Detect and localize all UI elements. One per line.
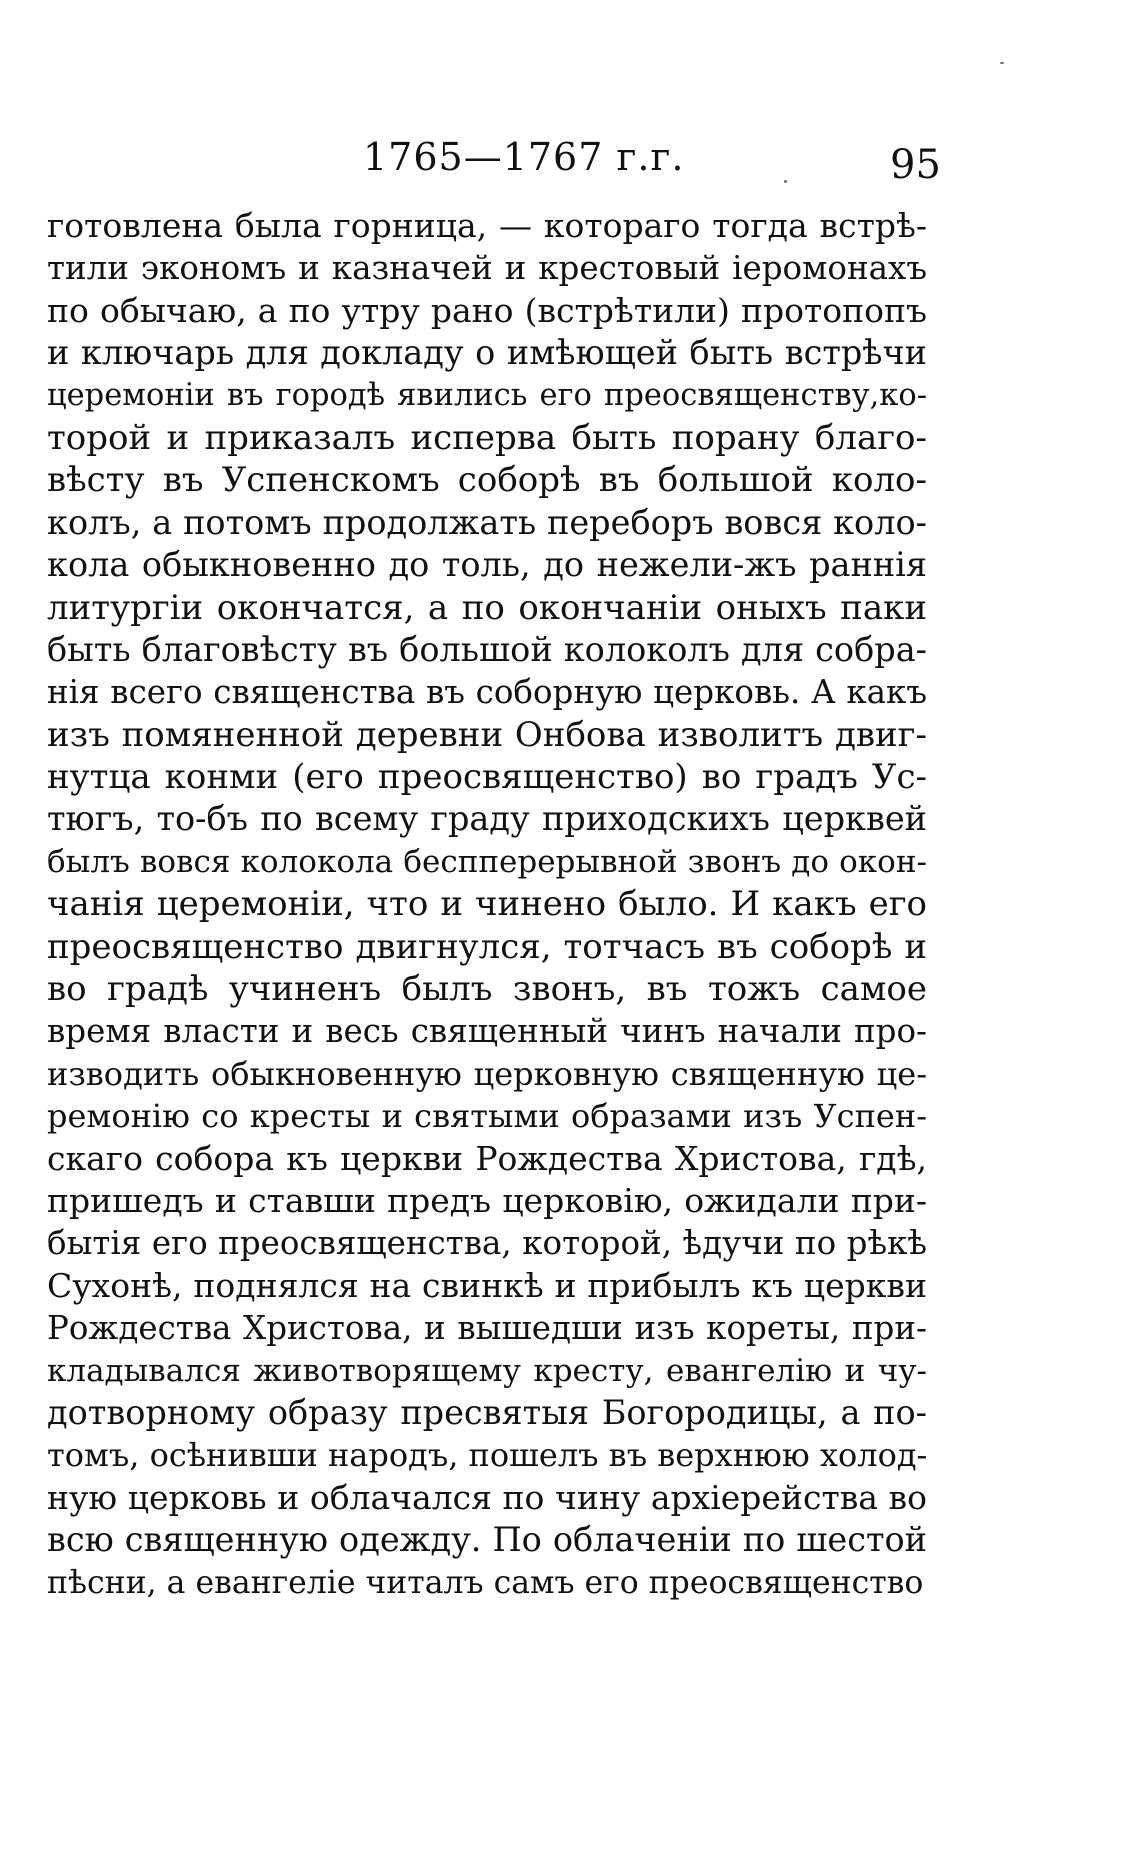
text-line: бытія его преосвященства, которой, ѣдучи по рѣкѣ xyxy=(47,1224,927,1263)
text-line: изводить обыкновенную церковную священную це- xyxy=(47,1054,927,1093)
scan-speck xyxy=(784,180,787,183)
text-line: по обычаю, а по утру рано (встрѣтили) протопопъ xyxy=(47,290,927,330)
scan-speck xyxy=(1000,62,1004,64)
text-line: преосвященство двигнулся, тотчасъ въ соборѣ и xyxy=(47,926,927,967)
text-line: быть благовѣсту въ большой колоколъ для собра- xyxy=(47,629,927,669)
text-line: пѣсни, а евангеліе читалъ самъ его преосвященство xyxy=(47,1564,924,1601)
text-line: кола обыкновенно до толь, до нежели-жъ раннія xyxy=(47,545,927,585)
text-line: дотворному образу пресвятыя Богородицы, а по- xyxy=(47,1392,927,1432)
text-line: и ключарь для докладу о имѣющей быть встрѣчи xyxy=(47,333,927,373)
text-line: торой и приказалъ исперва быть порану благо- xyxy=(47,417,927,458)
page-number: 95 xyxy=(890,142,941,188)
text-line: чанія церемоніи, что и чинено было. И какъ его xyxy=(47,884,927,925)
text-line: готовлена была горница, — котораго тогда встрѣ- xyxy=(47,206,927,245)
text-line: нутца конми (его преосвященство) во градъ Ус- xyxy=(47,757,927,798)
text-line: колъ, а потомъ продолжать переборъ вовся коло- xyxy=(47,502,927,542)
text-line: ную церковь и облачался по чину архіерейства во xyxy=(47,1477,927,1517)
text-line: былъ вовся колокола беспперерывной звонъ до окон- xyxy=(47,843,927,880)
text-line: томъ, осѣнивши народъ, пошелъ въ верхнюю холод- xyxy=(47,1436,928,1475)
text-line: кладывался животворящему кресту, евангелію и чу- xyxy=(47,1352,927,1389)
text-line: изъ помяненной деревни Онбова изволитъ двиг- xyxy=(47,714,927,755)
text-line: вѣсту въ Успенскомъ соборѣ въ большой коло- xyxy=(47,460,927,501)
text-line: литургіи окончатся, а по окончаніи оныхъ паки xyxy=(47,587,927,628)
running-head: 1765—1767 г.г. xyxy=(363,135,685,179)
text-line: всю священную одежду. По облаченіи по шестой xyxy=(47,1520,927,1560)
text-line: пришедъ и ставши предъ церковію, ожидали при- xyxy=(47,1180,927,1220)
body-text xyxy=(47,205,927,1604)
text-line: скаго собора къ церкви Рождества Христова, гдѣ, xyxy=(47,1138,927,1178)
text-line: церемоніи въ городѣ явились его преосвященству,ко- xyxy=(47,377,927,413)
text-line: Сухонѣ, поднялся на свинкѣ и прибылъ къ церкви xyxy=(47,1265,927,1305)
text-line: время власти и весь священный чинъ начали про- xyxy=(47,1012,927,1051)
text-line: во градѣ учиненъ былъ звонъ, въ тожъ самое xyxy=(47,969,927,1010)
text-line: тили экономъ и казначей и крестовый іеромонахъ xyxy=(47,249,927,288)
text-line: Рождества Христова, и вышедши изъ кореты, при- xyxy=(47,1309,927,1348)
text-line: нія всего священства въ соборную церковь. А какъ xyxy=(47,673,927,712)
text-line: тюгъ, то-бъ по всему граду приходскихъ церквей xyxy=(47,799,927,839)
text-line: ремонію со кресты и святыми образами изъ Успен- xyxy=(47,1097,927,1136)
